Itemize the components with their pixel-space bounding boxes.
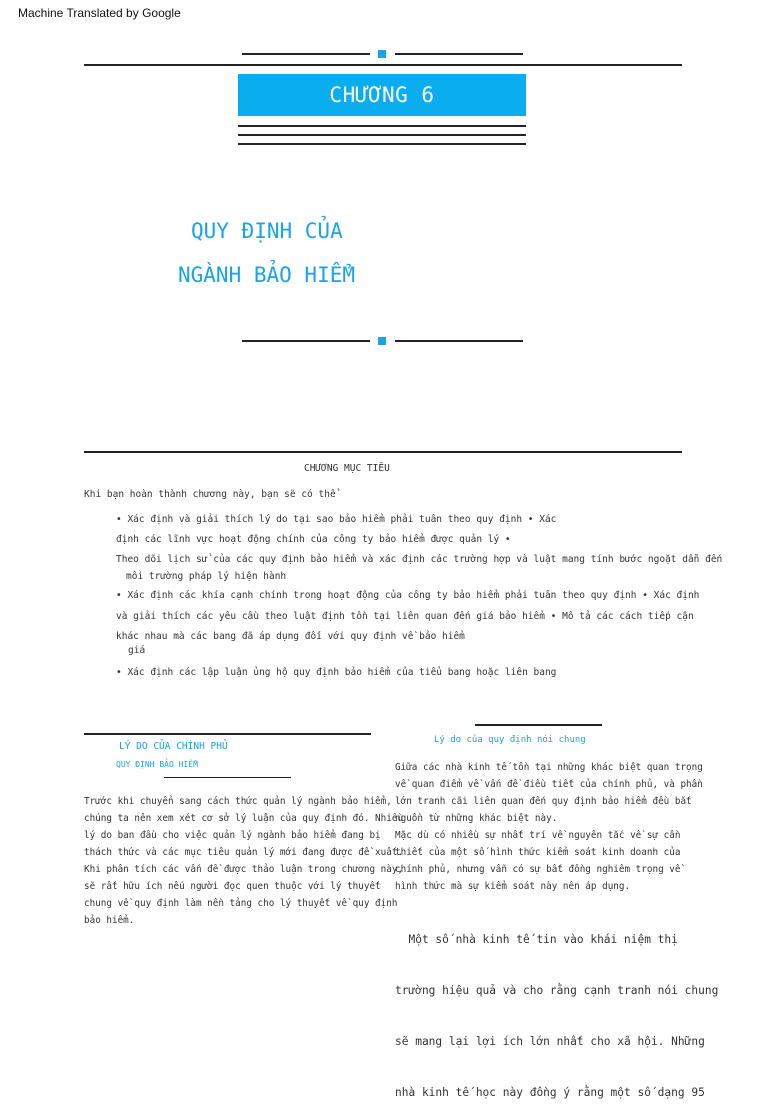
mid-ornament-line-right (395, 340, 523, 342)
objectives-intro: Khi bạn hoàn thành chương này, bạn sẽ có thể (84, 489, 336, 500)
chapter-rule-2 (238, 134, 526, 136)
left-body-line: chung về quy định làm nền tảng cho lý thuyết về quy định (84, 898, 398, 909)
objectives-rule (84, 451, 682, 453)
chapter-title-line-1: QUY ĐỊNH CỦA (191, 219, 343, 243)
top-ornament-square (378, 50, 386, 58)
mid-ornament-square (378, 337, 386, 345)
left-body-line: thách thức và các mục tiêu quản lý mới đang được đề xuất. (84, 847, 404, 858)
chapter-rule-1 (238, 125, 526, 127)
left-body-line: sẽ rất hữu ích nếu người đọc quen thuộc với lý thuyết (84, 881, 381, 892)
objective-line: khác nhau mà các bang đã áp dụng đối với quy định về bảo hiểm (116, 631, 465, 642)
top-ornament-line-left (242, 53, 370, 55)
right-body-line: chính phủ, nhưng vẫn có sự bất đồng nghiêm trọng về (395, 864, 681, 875)
objective-line: Theo dõi lịch sử của các quy định bảo hiểm và xác định các trường hợp và luật mang tính bước ngoặt dẫn đến (116, 554, 723, 565)
objective-line: • Xác định và giải thích lý do tại sao bảo hiểm phải tuân theo quy định • Xác (116, 514, 557, 525)
right-big-line: trường hiệu quả và cho rằng cạnh tranh nói chung (395, 984, 719, 997)
left-body-line: lý do ban đầu cho việc quản lý ngành bảo hiểm đang bị (84, 830, 381, 841)
left-section-subrule (164, 777, 291, 778)
right-body-line: Giữa các nhà kinh tế tồn tại những khác biệt quan trọng (395, 762, 703, 773)
mid-ornament-line-left (242, 340, 370, 342)
right-body-line: nguồn từ những khác biệt này. (395, 813, 558, 824)
right-body-line: về quan điểm về vấn đề điều tiết của chính phủ, và phần (395, 779, 703, 790)
left-section-body (84, 793, 403, 929)
objective-line: • Xác định các khía cạnh chính trong hoạt động của công ty bảo hiểm phải tuân theo quy định • Xác định (116, 590, 700, 601)
right-section-rule (475, 724, 602, 726)
objective-line: giá (128, 645, 146, 656)
right-section-body (395, 759, 703, 895)
right-body-line: lớn tranh cãi liên quan đến quy định bảo hiểm đều bắt (395, 796, 692, 807)
chapter-label-box (238, 74, 526, 116)
objective-line: và giải thích các yêu cầu theo luật định tồn tại liên quan đến giá bảo hiểm • Mô tả các cách tiếp cận (116, 611, 694, 622)
right-body-line: thiết của một số hình thức kiểm soát kinh doanh của (395, 847, 681, 858)
left-section-rule (84, 733, 371, 735)
objectives-heading: CHƯƠNG MỤC TIÊU (304, 463, 390, 474)
machine-translation-banner: Machine Translated by Google (18, 6, 181, 20)
left-body-line: chúng ta nên xem xét cơ sở lý luận của quy định đó. Nhiều (84, 813, 404, 824)
top-rule (84, 64, 682, 66)
left-section-heading: LÝ DO CỦA CHÍNH PHỦ (119, 741, 228, 752)
left-body-line: bảo hiểm. (84, 915, 135, 926)
right-big-line: sẽ mang lại lợi ích lớn nhất cho xã hội. Những (395, 1035, 705, 1048)
right-section-body-large (395, 897, 718, 1118)
objective-line: môi trường pháp lý hiện hành (126, 571, 287, 582)
left-section-subheading: QUY ĐỊNH BẢO HIỂM (116, 760, 198, 769)
left-body-line: Trước khi chuyển sang cách thức quản lý ngành bảo hiểm, (84, 796, 392, 807)
right-body-line: Mặc dù có nhiều sự nhất trí về nguyên tắc về sự cần (395, 830, 681, 841)
top-ornament-line-right (395, 53, 523, 55)
chapter-rule-3 (238, 143, 526, 145)
right-body-line: hình thức mà sự kiểm soát này nên áp dụng. (395, 881, 631, 892)
objective-line: định các lĩnh vực hoạt động chính của công ty bảo hiểm được quản lý • (116, 534, 511, 545)
chapter-label: CHƯƠNG 6 (329, 83, 435, 107)
right-big-line: nhà kinh tế học này đồng ý rằng một số dạng 95 (395, 1086, 705, 1099)
left-body-line: Khi phân tích các vấn đề được thảo luận trong chương này, (84, 864, 404, 875)
right-section-heading: Lý do của quy định nói chung (434, 735, 586, 745)
chapter-title-line-2: NGÀNH BẢO HIỂM (178, 263, 356, 287)
objective-line: • Xác định các lập luận ủng hộ quy định bảo hiểm của tiểu bang hoặc liên bang (116, 667, 557, 678)
right-big-line: Một số nhà kinh tế tin vào khái niệm thị (395, 933, 678, 946)
